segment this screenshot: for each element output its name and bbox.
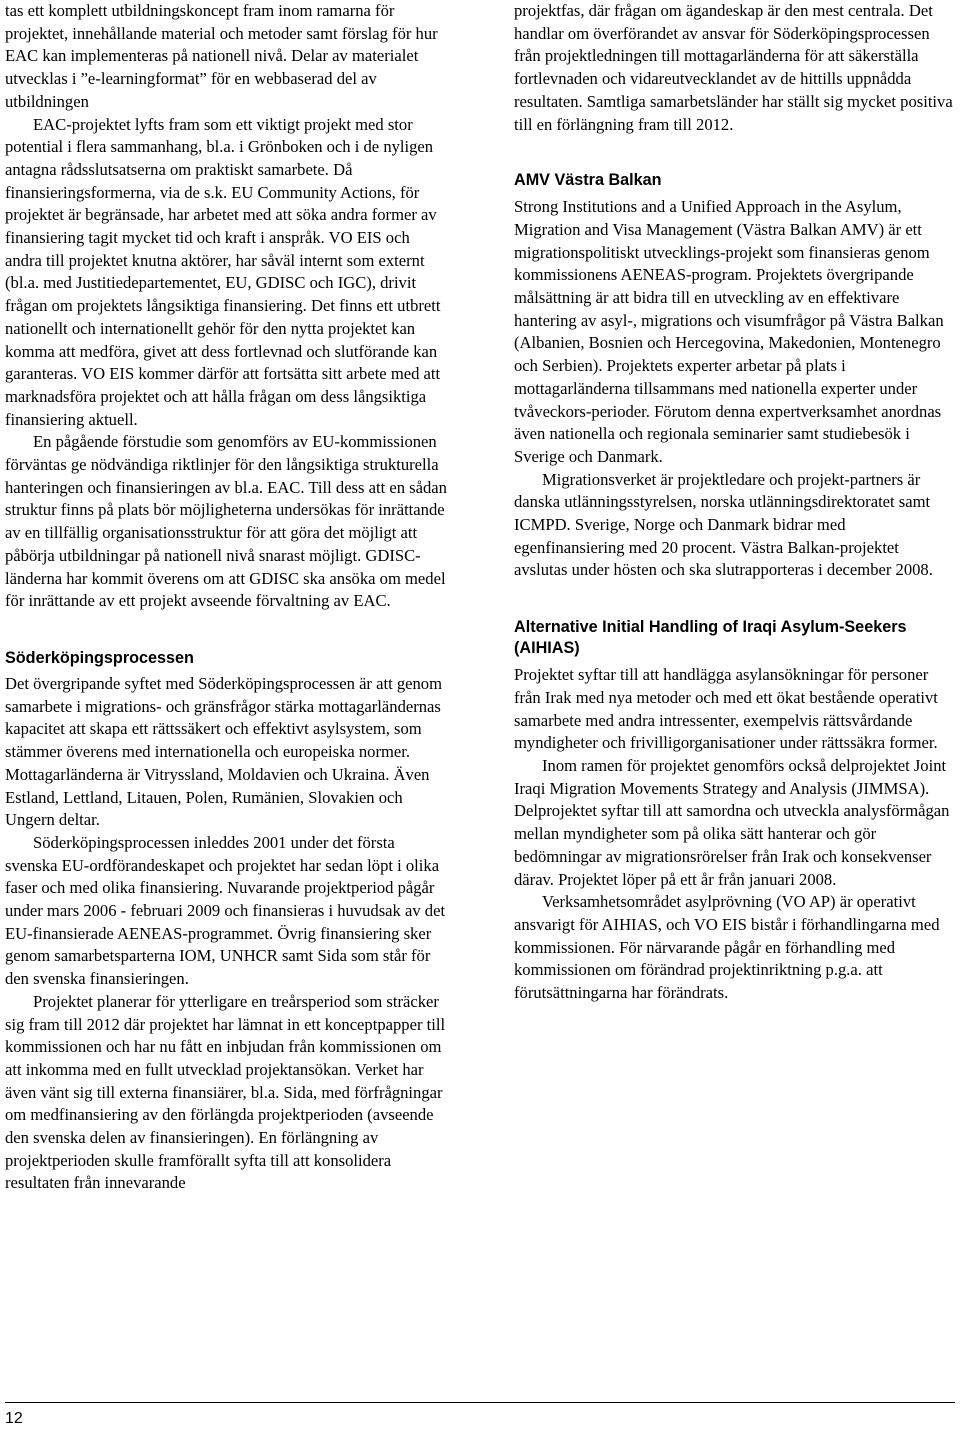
left-paragraph-2: EAC-projektet lyfts fram som ett viktigt projekt med stor potential i flera sammanhang, bl.a. i Grönboken och i de nyligen antagna rådsslutsatserna om praktiskt samarbete. Då finansieringsformerna, via de s.k. EU Community Actions, för projektet är begränsade, har arbetet med att söka andra former av finansiering tagit mycket tid och kraft i anspråk. VO EIS och andra till projektet knutna aktörer, har såväl internt som externt (bl.a. med Justitiedepartementet, EU, GDISC och IGC), drivit frågan om projektets långsiktiga finansiering. Det finns ett utbrett nationellt och internationellt gehör för den nytta projektet kan komma att medföra, givet att dess fortlevnad och slutförande kan garanteras. VO EIS kommer därför att fortsätta sitt arbete med att marknadsföra projektet och att hålla frågan om dess långsiktiga finansiering aktuell.: [5, 114, 441, 429]
right-column: [514, 0, 954, 1005]
right-paragraph-2: Strong Institutions and a Unified Approach in the Asylum, Migration and Visa Management (Västra Balkan AMV) är ett migrationspolitiskt utvecklings-projekt som finansieras genom kommissionens AENEAS-program. Projektets övergripande målsättning är att bidra till en utveckling av en effektivare hantering av asyl-, migrations och visumfrågor på Västra Balkan (Albanien, Bosnien och Hercegovina, Makedonien, Montenegro och Serbien). Projektets experter arbetar på plats i mottagarländerna tillsammans med nationella experter under tvåveckors-perioder. Förutom denna expertverksamhet anordnas även nationella och regionala seminarier samt studiebesök i Sverige och Danmark.: [514, 197, 944, 466]
right-paragraph-6: Verksamhetsområdet asylprövning (VO AP) är operativt ansvarigt för AIHIAS, och VO EIS bistår i förhandlingarna med kommissionen. För närvarande pågår en förhandling med kommissionen om förändrad projektinriktning p.g.a. att förutsättningarna har förändrats.: [514, 892, 940, 1003]
left-paragraph-3: En pågående förstudie som genomförs av EU-kommissionen förväntas ge nödvändiga riktlinjer för den långsiktiga strukturella hanteringen och finansieringen av bl.a. EAC. Till dess att en sådan struktur finns på plats bör möjligheterna undersökas för inrättande av en tillfällig organisationsstruktur för att göra det möjligt att påbörja utbildningar på nationell nivå snarast möjligt. GDISC-länderna har kommit överens om att GDISC ska ansöka om medel för inrättande av ett projekt avseende förvaltning av EAC.: [5, 432, 447, 611]
footer-divider: [5, 1402, 955, 1403]
left-paragraph-4: Det övergripande syftet med Söderköpingsprocessen är att genom samarbete i migrations- och gränsfrågor stärka mottagarländernas kapacitet att skapa ett rättssäkert och effektivt asylsystem, som stämmer överens med internationella och europeiska normer. Mottagarländerna är Vitryssland, Moldavien och Ukraina. Även Estland, Lettland, Litauen, Polen, Rumänien, Slovakien och Ungern deltar.: [5, 673, 443, 830]
right-paragraph-5: Inom ramen för projektet genomförs också delprojektet Joint Iraqi Migration Movements Strategy and Analysis (JIMMSA). Delprojektet syftar till att samordna och utveckla analysförmågan mellan myndigheter som på olika sätt hanterar och gör bedömningar av migrationsrörelser från Irak och konsekvenser därav. Projektet löper på ett år från januari 2008.: [514, 755, 950, 889]
left-paragraph-5: Söderköpingsprocessen inleddes 2001 under det första svenska EU-ordförandeskapet och projektet har sedan löpt i olika faser och med olika finansiering. Nuvarande projektperiod pågår under mars 2006 - februari 2009 och finansieras i huvudsak av det EU-finansierade AENEAS-programmet. Övrig finansiering sker genom samarbetsparterna IOM, UNHCR samt Sida som står för den svenska finansieringen.: [5, 832, 446, 989]
right-paragraph-1: projektfas, där frågan om ägandeskap är den mest centrala. Det handlar om överförandet av ansvar för Söderköpingsprocessen från projektledningen till mottagarländerna för att säkerställa fortlevnaden och vidareutvecklandet av de hittills uppnådda resultaten. Samtliga samarbetsländer har ställt sig mycket positiva till en förlängning fram till 2012.: [514, 1, 953, 134]
left-paragraph-1: tas ett komplett utbildningskoncept fram inom ramarna för projektet, innehållande material och metoder samt förslag för hur EAC kan implementeras på nationell nivå. Delar av materialet utvecklas i ”e-learningformat” för en webbaserad del av utbildningen: [5, 1, 438, 111]
page-number: 12: [5, 1410, 23, 1427]
right-paragraph-4: Projektet syftar till att handlägga asylansökningar för personer från Irak med nya metoder och med ett ökat bestående operativt samarbete med andra intressenter, exempelvis rättsvårdande myndigheter och frivilligorganisationer under rättssäkra former.: [514, 665, 938, 753]
left-paragraph-6: Projektet planerar för ytterligare en treårsperiod som sträcker sig fram till 2012 där projektet har lämnat in ett konceptpapper till kommissionen och har nu fått en inbjudan från kommissionen om att inkomma med en fullt utvecklad projektansökan. Verket har även vänt sig till externa finansiärer, bl.a. Sida, med förfrågningar om medfinansiering av den förlängda projektperioden (avseende den svenska delen av finansieringen). En förlängning av projektperioden skulle framförallt syfta till att konsolidera resultaten från innevarande: [5, 991, 446, 1193]
left-column: [5, 0, 447, 1195]
right-paragraph-3: Migrationsverket är projektledare och projekt-partners är danska utlänningsstyrelsen, norska utlänningsdirektoratet samt ICMPD. Sverige, Norge och Danmark bidrar med egenfinansiering med 20 procent. Västra Balkan-projektet avslutas under hösten och ska slutrapporteras i december 2008.: [514, 469, 933, 580]
section-heading-aihias: Alternative Initial Handling of Iraqi Asylum-Seekers (AIHIAS): [514, 618, 907, 658]
section-heading-amv: AMV Västra Balkan: [514, 171, 662, 190]
section-heading-soderkoping: Söderköpingsprocessen: [5, 648, 194, 667]
